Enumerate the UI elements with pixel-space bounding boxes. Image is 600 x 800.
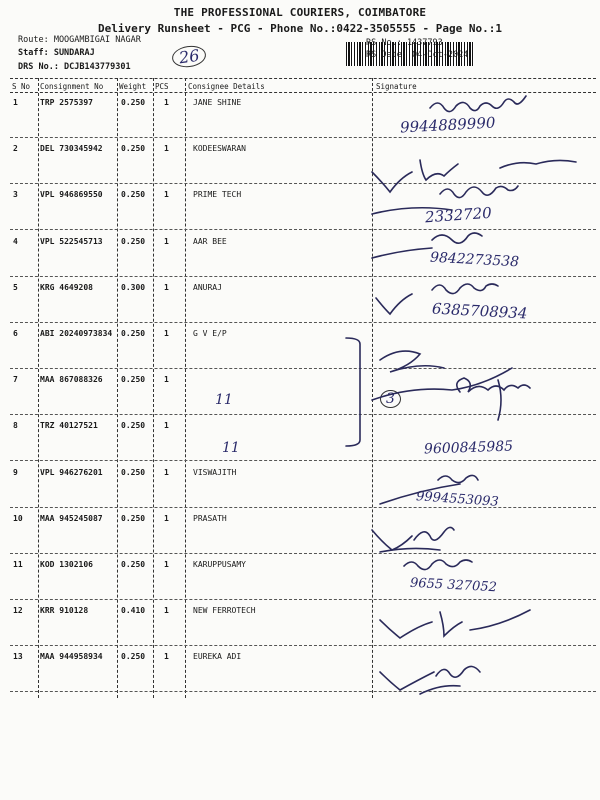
row-consignment-no: MAA 944958934 bbox=[40, 652, 103, 661]
col-header-signature: Signature bbox=[376, 82, 417, 91]
row-sno: 1 bbox=[13, 98, 18, 107]
col-header-consignee: Consignee Details bbox=[188, 82, 265, 91]
row-pcs: 1 bbox=[164, 144, 169, 153]
row-consignment-no: MAA 945245087 bbox=[40, 514, 103, 523]
circled-number: 3 bbox=[380, 390, 401, 408]
row-consignee: AAR BEE bbox=[193, 237, 227, 246]
row-weight: 0.250 bbox=[121, 237, 146, 246]
row-pcs: 1 bbox=[164, 652, 169, 661]
rs-date: RS Date: 04-Oct-2024 bbox=[366, 50, 469, 60]
row-pcs: 1 bbox=[164, 468, 169, 477]
rs-number: RS No.: 1437793 bbox=[366, 38, 443, 48]
col-header-consignment: Consignment No bbox=[40, 82, 104, 91]
row-weight: 0.300 bbox=[121, 283, 146, 292]
row-consignment-no: DEL 730345942 bbox=[40, 144, 103, 153]
row-pcs: 1 bbox=[164, 98, 169, 107]
row-divider bbox=[10, 322, 596, 323]
signature-row-8: 9600845985 bbox=[423, 438, 514, 458]
row-divider bbox=[10, 645, 596, 646]
row-weight: 0.250 bbox=[121, 144, 146, 153]
row-consignment-no: VPL 946869550 bbox=[40, 190, 103, 199]
row-pcs: 1 bbox=[164, 329, 169, 338]
row-weight: 0.250 bbox=[121, 652, 146, 661]
drs-number: DRS No.: DCJB143779301 bbox=[18, 62, 131, 72]
row-divider bbox=[10, 368, 596, 369]
row-consignment-no: KRG 4649208 bbox=[40, 283, 93, 292]
row-pcs: 1 bbox=[164, 560, 169, 569]
handwritten-count: 26 bbox=[171, 44, 208, 70]
col-header-sno: S No bbox=[12, 82, 31, 91]
row-sno: 4 bbox=[13, 237, 18, 246]
row-pcs: 1 bbox=[164, 514, 169, 523]
row-divider bbox=[10, 137, 596, 138]
staff-label: Staff: SUNDARAJ bbox=[18, 48, 95, 58]
row-sno: 11 bbox=[13, 560, 23, 569]
row-consignment-no: KOD 1302106 bbox=[40, 560, 93, 569]
row-sno: 8 bbox=[13, 421, 18, 430]
signature-row-4: 9842273538 bbox=[429, 249, 520, 271]
signature-row-11: 9655 327052 bbox=[409, 575, 498, 596]
row-consignment-no: VPL 522545713 bbox=[40, 237, 103, 246]
row-consignment-no: TRP 2575397 bbox=[40, 98, 93, 107]
row-divider bbox=[10, 414, 596, 415]
row-weight: 0.250 bbox=[121, 329, 146, 338]
row-weight: 0.250 bbox=[121, 468, 146, 477]
ditto-mark-row-7: 11 bbox=[215, 392, 233, 408]
col-divider bbox=[153, 78, 154, 698]
table-top-rule bbox=[10, 78, 596, 79]
row-sno: 7 bbox=[13, 375, 18, 384]
row-sno: 3 bbox=[13, 190, 18, 199]
runsheet-title: Delivery Runsheet - PCG - Phone No.:0422-3505555 - Page No.:1 bbox=[98, 22, 502, 35]
row-divider bbox=[10, 691, 596, 692]
row-weight: 0.250 bbox=[121, 560, 146, 569]
row-pcs: 1 bbox=[164, 375, 169, 384]
col-divider bbox=[117, 78, 118, 698]
signature-row-1: 9944889990 bbox=[399, 113, 496, 137]
row-consignee: PRASATH bbox=[193, 514, 227, 523]
table-header-rule bbox=[10, 92, 596, 93]
signature-row-5: 6385708934 bbox=[431, 299, 528, 323]
row-divider bbox=[10, 507, 596, 508]
company-title: THE PROFESSIONAL COURIERS, COIMBATORE bbox=[173, 6, 427, 19]
row-consignee: VISWAJITH bbox=[193, 468, 237, 477]
row-consignee: G V E/P bbox=[193, 329, 227, 338]
col-header-pcs: PCS bbox=[155, 82, 169, 91]
signature-row-3: 2332720 bbox=[424, 203, 493, 227]
route-label: Route: MOOGAMBIGAI NAGAR bbox=[18, 35, 141, 45]
row-consignee: PRIME TECH bbox=[193, 190, 242, 199]
row-consignee: KODEESWARAN bbox=[193, 144, 246, 153]
row-sno: 13 bbox=[13, 652, 23, 661]
row-divider bbox=[10, 183, 596, 184]
ditto-mark-row-8: 11 bbox=[222, 440, 240, 456]
signature-row-9: 9994553093 bbox=[415, 489, 500, 510]
col-divider bbox=[372, 78, 373, 698]
row-consignee: KARUPPUSAMY bbox=[193, 560, 246, 569]
row-divider bbox=[10, 460, 596, 461]
row-pcs: 1 bbox=[164, 283, 169, 292]
row-divider bbox=[10, 553, 596, 554]
row-sno: 6 bbox=[13, 329, 18, 338]
row-consignment-no: MAA 867088326 bbox=[40, 375, 103, 384]
col-header-weight: Weight bbox=[119, 82, 147, 91]
row-consignment-no: ABI 20240973834 bbox=[40, 329, 113, 338]
row-sno: 9 bbox=[13, 468, 18, 477]
row-weight: 0.250 bbox=[121, 98, 146, 107]
row-sno: 10 bbox=[13, 514, 23, 523]
row-consignee: EUREKA ADI bbox=[193, 652, 242, 661]
row-weight: 0.410 bbox=[121, 606, 146, 615]
row-pcs: 1 bbox=[164, 606, 169, 615]
row-pcs: 1 bbox=[164, 237, 169, 246]
row-divider bbox=[10, 276, 596, 277]
row-weight: 0.250 bbox=[121, 375, 146, 384]
row-weight: 0.250 bbox=[121, 514, 146, 523]
row-consignment-no: VPL 946276201 bbox=[40, 468, 103, 477]
col-divider bbox=[185, 78, 186, 698]
row-divider bbox=[10, 599, 596, 600]
row-divider bbox=[10, 229, 596, 230]
row-sno: 2 bbox=[13, 144, 18, 153]
row-sno: 5 bbox=[13, 283, 18, 292]
row-weight: 0.250 bbox=[121, 421, 146, 430]
row-sno: 12 bbox=[13, 606, 23, 615]
row-pcs: 1 bbox=[164, 190, 169, 199]
row-consignee: NEW FERROTECH bbox=[193, 606, 256, 615]
row-consignment-no: TRZ 40127521 bbox=[40, 421, 98, 430]
row-pcs: 1 bbox=[164, 421, 169, 430]
row-consignee: JANE SHINE bbox=[193, 98, 242, 107]
row-consignment-no: KRR 910128 bbox=[40, 606, 89, 615]
row-weight: 0.250 bbox=[121, 190, 146, 199]
row-consignee: ANURAJ bbox=[193, 283, 222, 292]
col-divider bbox=[38, 78, 39, 698]
